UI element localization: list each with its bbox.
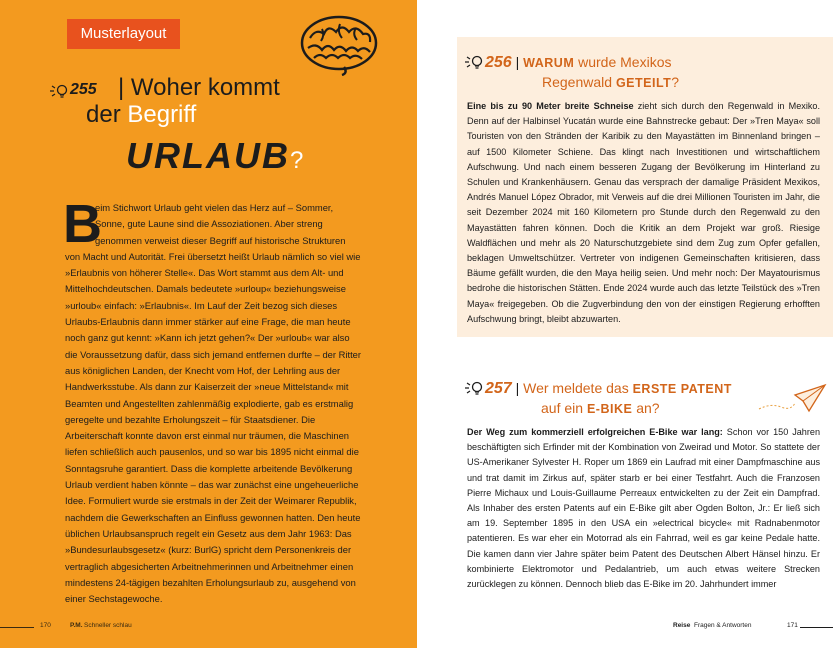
answer-256 [467, 99, 820, 327]
footer-right [417, 620, 833, 634]
drop-cap: B [63, 194, 102, 254]
right-page [417, 0, 833, 648]
idea-bulb-icon [463, 54, 487, 70]
page-number: 170 [40, 622, 51, 629]
page-number: 171 [787, 622, 798, 629]
article-text: eim Stichwort Urlaub geht vielen das Herz auf – Sommer, Sonne, gute Laune sind die Assoziationen. Aber streng genommen verweist dieser Begriff auf historische Strukturen von Macht und Autorität. Frei übersetzt heißt Urlaub nämlich so viel wie »Erlaubnis von höherer Stelle«. Das Wort stammt aus dem Alt- und Mittelhochdeutschen. Damals bedeutete »urloup« beziehungsweise »urloub« einfach: »Erlaubnis«. Im Lauf der Zeit bezog sich dieses Urlaubs-Erlaubnis dann immer stärker auf eine Frage, die man heute noch ganz gut kennt: »Kann ich jetzt gehen?« Der »urloub« war also die Voraussetzung dafür, dass sich jemand entfernen durfte – der Ritter aus königlichen Landen, der Knecht vom Hof, der Lehrling aus der Handwerksstube. Als dann zur Kaiserzeit der »neue Mittelstand« mit Beamten und Angestellten zahlenmäßig explodierte, gab es erstmalig geregelte und bezahlte Erholungszeit – für Staatsdiener. Die Arbeiterschaft konnte davon erst einmal nur träumen, die Maschinen liefen schließlich auch pausenlos, und so war bis 1895 nicht einmal die Sonntagsruhe garantiert. Dass die komplette arbeitende Bevölkerung Urlaub verdient haben könnte – das war zunächst eine ungeheuerliche Idee. Formuliert wurde sie erstmals in der Zeit der Weimarer Republik, nachdem die Gewerkschaften an Einfluss gewonnen hatten. Den heute üblichen Urlaubsanspruch regelt ein Gesetz aus dem Jahr 1963: Das »Bundesurlaubsgesetz« (kurz: BurlG) spricht dem Personenkreis der vertraglich abgesicherten Arbeitnehmerinnen und Arbeitnehmer einen mindestens 24-tägigen bezahlten Erholungsurlaub zu, ausgehend von einer Sechstagewoche. [65, 202, 362, 605]
title-line-2a: der [86, 101, 128, 128]
question-number: 257 [485, 380, 512, 397]
heading-caps: ERSTE PATENT [632, 382, 732, 396]
title-line-1: Woher kommt [130, 74, 280, 101]
heading-caps: GETEILT [615, 76, 672, 90]
heading-text: ? [671, 74, 680, 90]
idea-bulb-icon [463, 380, 487, 396]
section-name: Reise [673, 622, 691, 629]
answer-257 [467, 425, 820, 592]
page-title: | Woher kommt der Begriff URLAUB? [86, 74, 304, 176]
question-number: 256 [485, 54, 512, 71]
heading-caps: E-BIKE [586, 402, 633, 416]
question-number: 255 [70, 81, 97, 98]
heading-text: Regenwald [542, 74, 616, 90]
answer-text: Schon vor 150 Jahren beschäftigten sich Erfinder mit der Kombination von Zweirad und Motor. So stattete der US-Amerikaner Sylvester H. Roper um 1869 ein Laufrad mit einer Dampfmaschine aus und trat damit im Zirkus auf, später starb er bei einer Testfahrt. Auch die Franzosen Pierre Michaux und Louis-Guillaume Perreaux entwickelten zu der Zeit ein Dampfrad. Als Inhaber des ersten Patents auf ein E-Bike gilt aber Ogden Bolton, Jr.: Er ließ sich am 19. September 1895 in den USA ein »electrical bicycle« mit Radnabenmotor patentieren. Es war eher ein Motorrad als ein Fahrrad, weil es gar keine Pedale hatte. Die kamen dann vier Jahre später beim Patent des Deutschen Albert Hänsel hinzu. Er kombinierte Elektromotor und Pedalantrieb, um auch etwas weitere Strecken zurücklegen zu können. Dennoch blieb das E-Bike im 20. Jahrhundert immer [467, 427, 820, 590]
title-keyword: URLAUB [126, 135, 290, 176]
publisher: P.M. [70, 622, 83, 629]
answer-text: zieht sich durch den Regenwald in Mexiko. Denn auf der Halbinsel Yucatán wurde eine Bahnstrecke gebaut: Der »Tren Maya« soll Touristen von den Stränden der Karibik zu den Mayastätten im Binnenland bringen – auf 1500 Kilometer Schiene. Das klingt nach Investitionen und wirtschaftlichem Aufschwung. Und nach einem besseren Zugang der Bevölkerung im Hinterland zu Schulen und Krankenhäusern. Genau das versprach der damalige Präsident Mexikos, Andrés Manuel López Obrador, mit Verweis auf die drei Millionen Touristen im Jahr, die seit Dezember 2024 mit 160 Kilometern pro Stunde durch den Regenwald zu den Mayastätten fahren können. Doch die Kritik an dem Projekt war groß. Riesige Waldflächen und mehr als 20 Naturschutzgebiete sind dem Zug zum Opfer gefallen, beklagen Umweltschützer. Vertreter von indigenen Gemeinschaften kritisieren, dass Bäume gefällt wurden, die den Maya heilig seien. Und mehr noch: Der Mayatourismus bedrohe die historischen Stätten. Ende 2024 wurde auch das letzte Teilstück des »Tren Maya« freigegeben. Ob die Zugverbindung den von der einstigen Regierung erhofften Aufschwung bringt, bleibt abzuwarten. [467, 101, 820, 324]
footer-left [0, 620, 417, 634]
heading-text: wurde Mexikos [574, 54, 672, 70]
answer-lead: Der Weg zum kommerziell erfolgreichen E-Bike war lang: [467, 427, 723, 437]
heading-text: Wer meldete das [523, 380, 633, 396]
section-subtitle: Fragen & Antworten [694, 622, 752, 629]
question-heading-257: 257 | Wer meldete das ERSTE PATENT auf ein E-BIKE an? [485, 380, 732, 416]
title-question-mark: ? [289, 147, 304, 174]
paper-plane-icon [757, 381, 827, 421]
heading-caps: WARUM [523, 56, 575, 70]
series-name: Schneller schlau [84, 622, 132, 629]
heading-text: auf ein [541, 400, 587, 416]
article-body [63, 194, 363, 607]
brain-icon [300, 14, 378, 76]
question-heading-256: 256 | WARUM wurde Mexikos Regenwald GETEILT? [485, 54, 680, 90]
layout-badge: Musterlayout [67, 19, 180, 49]
heading-text: an? [632, 400, 660, 416]
idea-bulb-icon [48, 83, 72, 99]
title-line-2b: Begriff [127, 101, 197, 128]
answer-lead: Eine bis zu 90 Meter breite Schneise [467, 101, 634, 111]
